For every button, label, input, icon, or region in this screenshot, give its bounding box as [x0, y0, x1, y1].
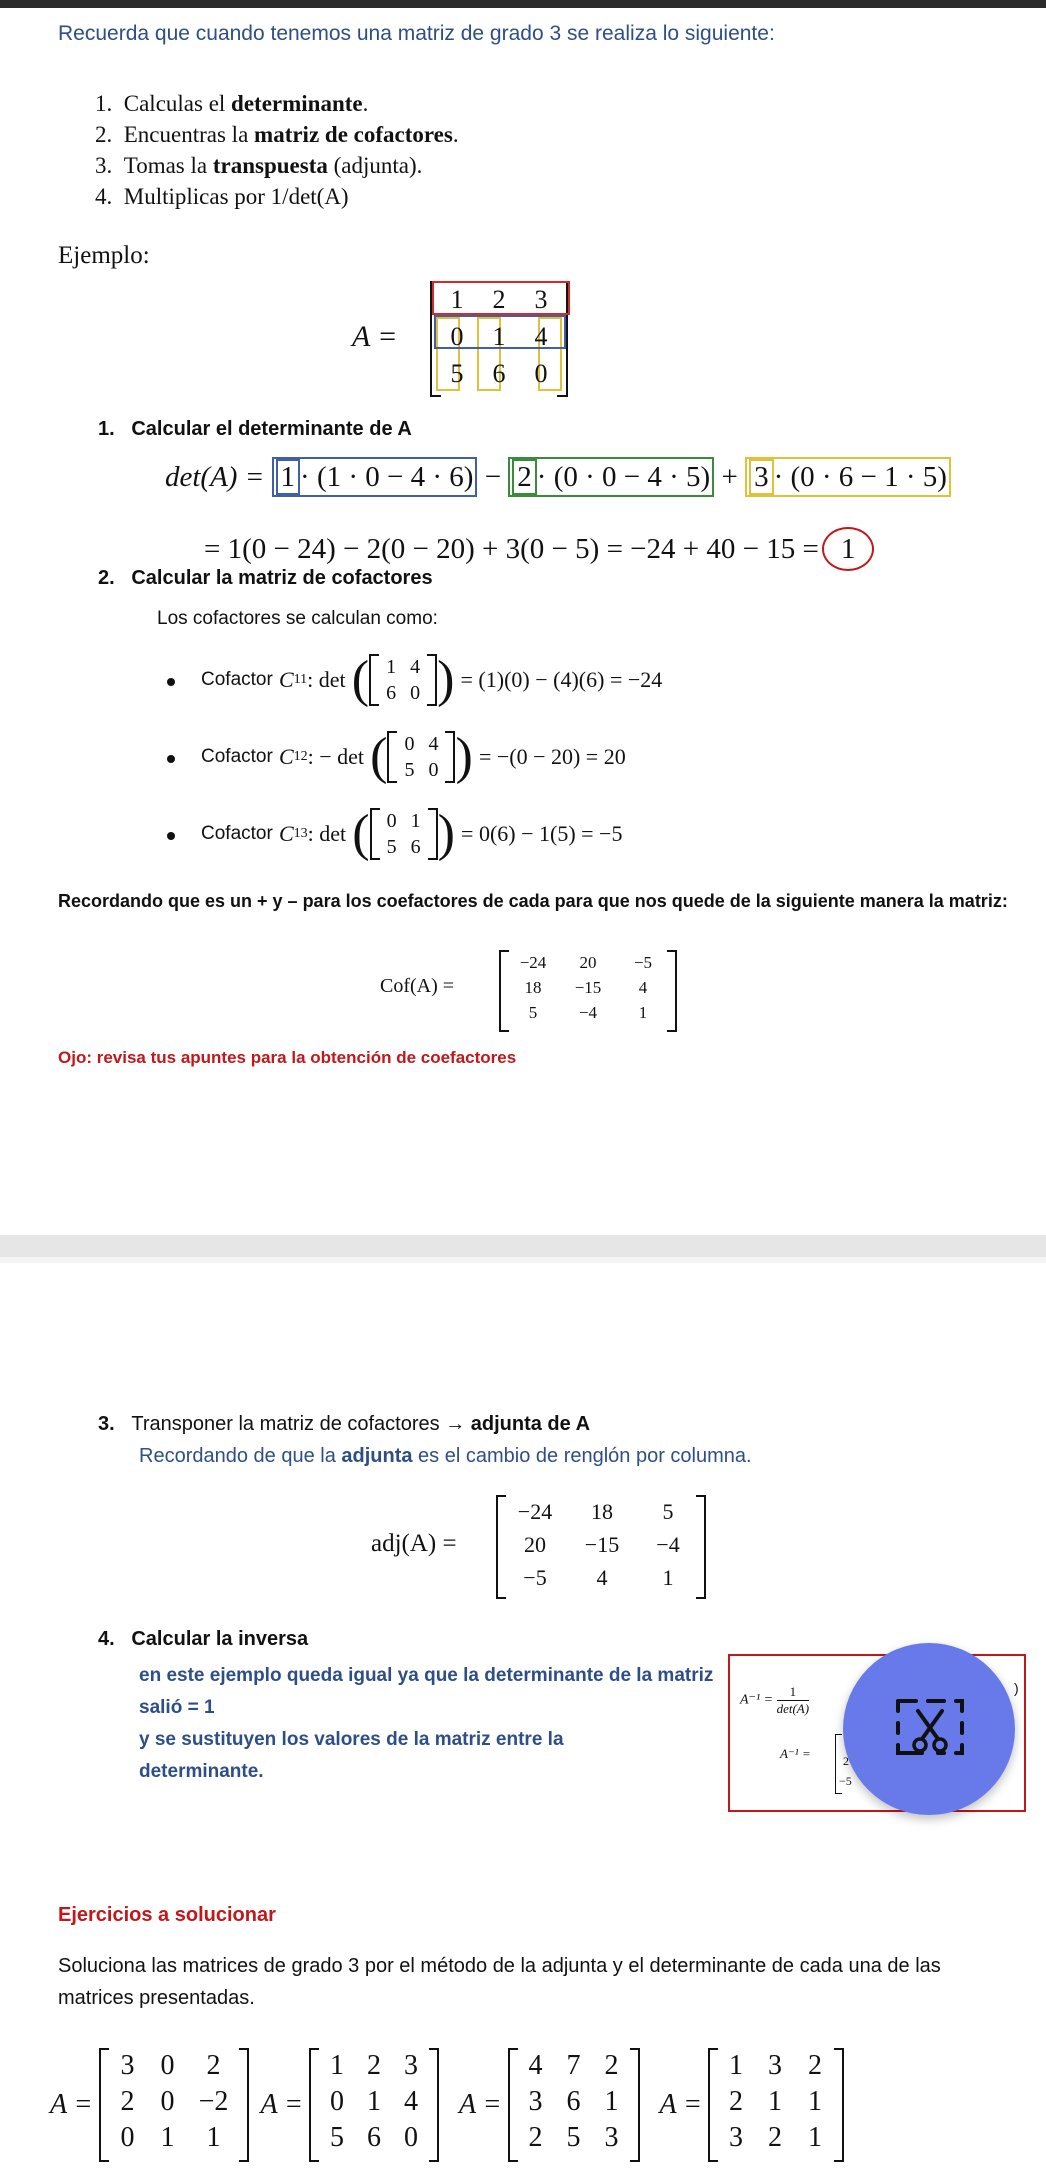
cof-matrix-label: Cof(A) = [380, 975, 455, 997]
matrix-cell: 18 [524, 977, 542, 997]
section4-heading: 4. Calcular la inversa [98, 1628, 309, 1650]
page-separator-shadow [0, 1257, 1046, 1263]
exercise-label: A = [459, 2089, 502, 2120]
matrix-cell: 1 [662, 1564, 674, 1590]
matrix-cell: −24 [517, 1498, 553, 1524]
matrix-cell: 0 [534, 359, 548, 389]
matrix-cell: 4 [596, 1564, 608, 1590]
matrix-cell: −4 [578, 1002, 598, 1022]
exercise-label: A = [50, 2089, 93, 2120]
exercise-label: A = [659, 2089, 702, 2120]
determinant-expansion: det(A) = 1 · (1 · 0 − 4 · 6) − 2 · (0 · 0 − 4 · 5) + 3 · (0 · 6 − 1 · 5) [165, 459, 951, 501]
section3-subtitle: Recordando de que la adjunta es el cambio de renglón por columna. [139, 1445, 752, 1467]
matrix-cell: 4 [534, 321, 548, 351]
matrix-cell: 5 [528, 1002, 538, 1022]
exercise-matrix: 4 7 2 3 6 1 2 5 3 [508, 2048, 640, 2162]
step-item: 3. Tomas la transpuesta (adjunta). [95, 153, 423, 178]
exercise-matrix: 1 3 2 2 1 1 3 2 1 [708, 2048, 844, 2162]
scissors-screenshot-icon [894, 1695, 966, 1759]
matrix-cell: −5 [523, 1564, 547, 1590]
matrix-cell: −24 [519, 952, 547, 972]
intro-text: Recuerda que cuando tenemos una matriz de grado 3 se realiza lo siguiente: [58, 22, 775, 45]
steps-list [95, 88, 459, 212]
exercises-text: Soluciona las matrices de grado 3 por el método de la adjunta y el determinante de cada una de las matrices presentadas. [58, 1955, 941, 2009]
section4-text1: en este ejemplo queda igual ya que la determinante de la matriz salió = 1 [139, 1665, 714, 1718]
page-separator [0, 1235, 1046, 1257]
exercise-label: A = [260, 2089, 303, 2120]
matrix-cell: 1 [638, 1002, 648, 1022]
matrix-cell: −15 [584, 1531, 620, 1557]
step-item: 2. Encuentras la matriz de cofactores. [95, 122, 459, 147]
matrix-a-label: A = [352, 320, 398, 353]
inverse-formula: A⁻¹ = 1 det(A) [740, 1684, 810, 1716]
section4-text2: y se sustituyen los valores de la matriz entre la determinante. [139, 1729, 564, 1782]
determinant-result-line: = 1(0 − 24) − 2(0 − 20) + 3(0 − 5) = −24 + 40 − 15 = 1 [204, 527, 874, 571]
bullet [167, 832, 175, 840]
inverse-matrix-partial: A⁻¹ = [780, 1746, 811, 1761]
ojo-note: Ojo: revisa tus apuntes para la obtención de coefactores [58, 1048, 517, 1067]
screenshot-fab-button[interactable] [843, 1643, 1015, 1815]
matrix-cell: 0 [450, 321, 464, 351]
matrix-cell: 5 [450, 359, 464, 389]
recordando-paragraph: Recordando que es un + y – para los coefactores de cada para que nos quede de la siguiente manera la matriz: [58, 891, 1008, 911]
matrix-cell: −15 [574, 977, 602, 997]
section3-heading: 3. Transponer la matriz de cofactores → adjunta de A [98, 1413, 591, 1435]
matrix-cell: 4 [638, 977, 648, 997]
step-item: 4. Multiplicas por 1/det(A) [95, 184, 349, 209]
matrix-cell: −5 [633, 952, 653, 972]
bullet [167, 755, 175, 763]
matrix-cell: 20 [579, 952, 597, 972]
exercise-matrix: 3 0 2 2 0 −2 0 1 1 [99, 2048, 249, 2162]
matrix-cell: 3 [534, 284, 548, 314]
exercises-title: Ejercicios a solucionar [58, 1904, 276, 1926]
section2-heading: 2. Calcular la matriz de cofactores [98, 567, 433, 589]
top-bar [0, 0, 1046, 8]
matrix-a [430, 281, 568, 397]
matrix-cell: 18 [591, 1498, 613, 1524]
adj-matrix [496, 1495, 706, 1599]
matrix-cell: 1 [492, 321, 506, 351]
determinant-result: 1 [822, 527, 874, 571]
matrix-cell: 6 [492, 359, 506, 389]
ejemplo-label: Ejemplo: [58, 242, 150, 269]
matrix-cell: −4 [656, 1531, 680, 1557]
step-item: 1. Calculas el determinante. [95, 91, 369, 116]
cof-matrix [499, 950, 677, 1032]
bullet [167, 678, 175, 686]
cofactor-intro: Los cofactores se calculan como: [157, 608, 438, 629]
inverse-box: A⁻¹ = 1 det(A) A⁻¹ = 2 −5 ) [728, 1654, 1026, 1812]
exercise-matrices [50, 2045, 1040, 2165]
section1-heading: 1. Calcular el determinante de A [98, 418, 412, 440]
matrix-cell: 2 [492, 284, 506, 314]
matrix-cell: 20 [524, 1531, 546, 1557]
adj-matrix-label: adj(A) = [371, 1530, 457, 1557]
exercise-matrix: 1 2 3 0 1 4 5 6 0 [309, 2048, 439, 2162]
matrix-cell: 1 [450, 284, 464, 314]
matrix-cell: 5 [662, 1498, 674, 1524]
